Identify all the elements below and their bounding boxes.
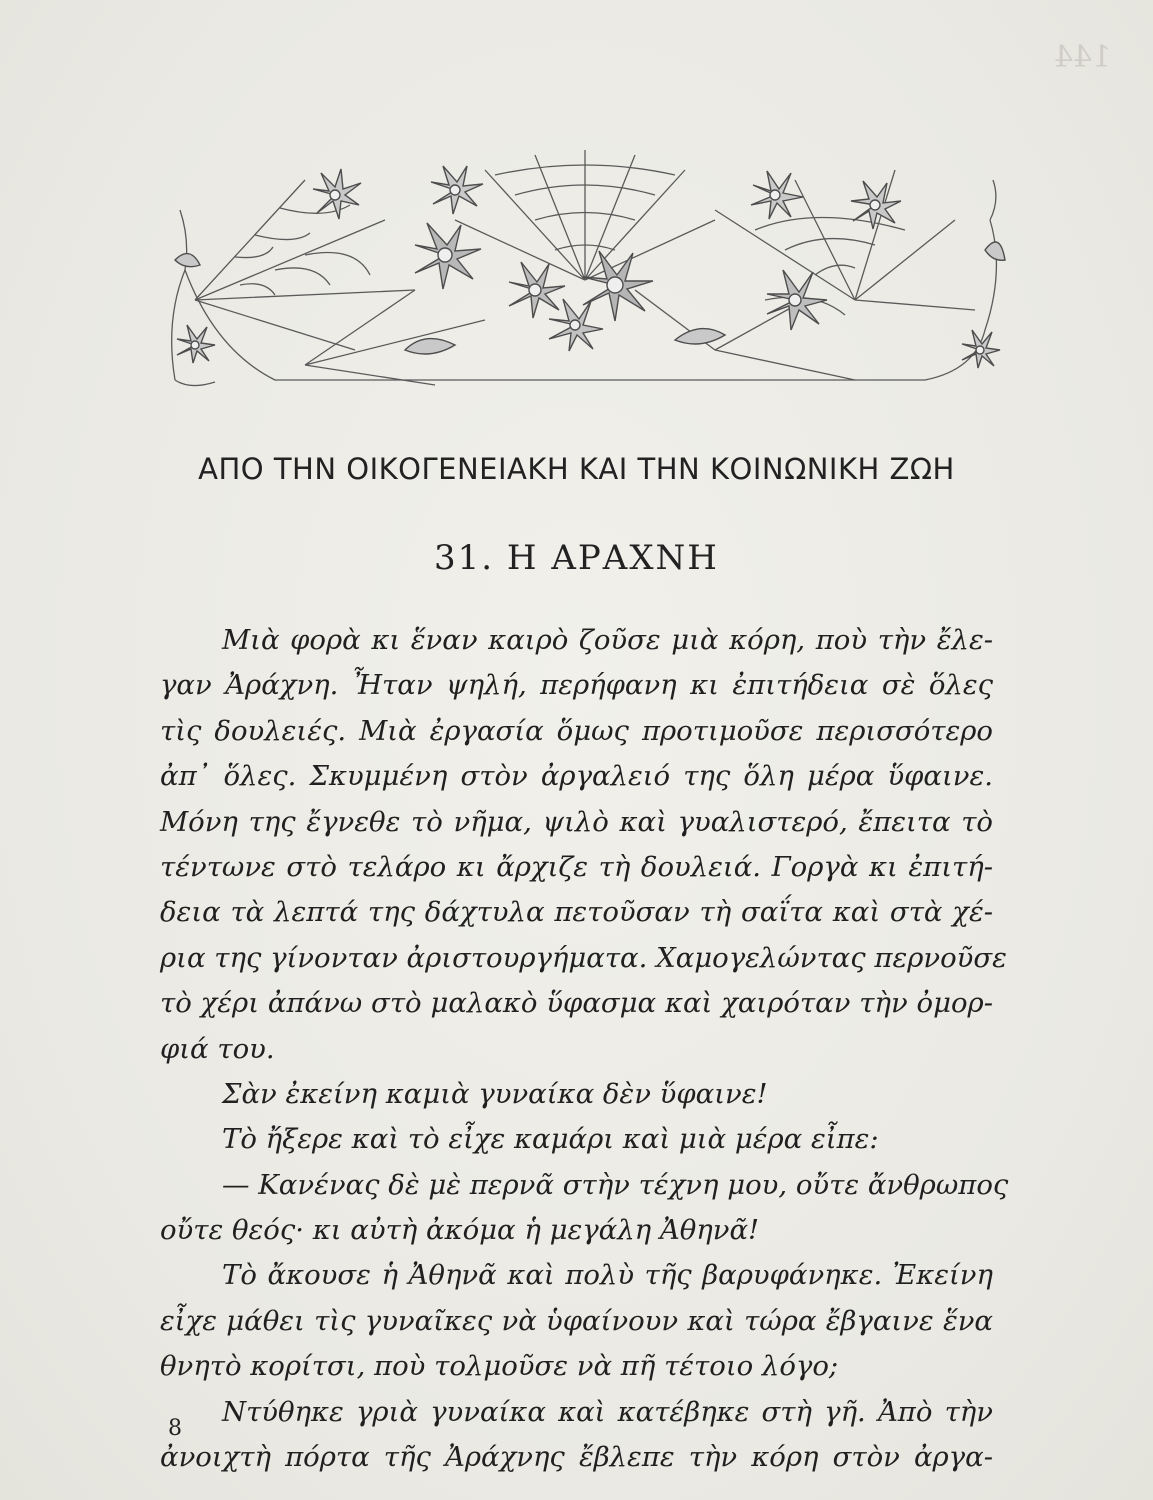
text-line: φιά του. bbox=[160, 1032, 275, 1065]
chapter-title: 31. Η ΑΡΑΧΝΗ bbox=[434, 538, 719, 578]
text-line: γαν Ἀράχνη. Ἦταν ψηλή, περήφανη κι ἐπιτήδεια σὲ ὅλες bbox=[160, 669, 993, 702]
text-line: Τὸ ἄκουσε ἡ Ἀθηνᾶ καὶ πολὺ τῆς βαρυφάνηκε. Ἐκείνη bbox=[222, 1259, 993, 1292]
text-line: ἀνοιχτὴ πόρτα τῆς Ἀράχνης ἔβλεπε τὴν κόρη στὸν ἀργα- bbox=[160, 1441, 993, 1474]
show-through-page-number: 144 bbox=[1053, 40, 1111, 75]
text-line: ρια της γίνονταν ἀριστουργήματα. Χαμογελώντας περνοῦσε bbox=[160, 941, 1007, 974]
text-line: εἶχε μάθει τὶς γυναῖκες νὰ ὑφαίνουν καὶ τώρα ἔβγαινε ἕνα bbox=[160, 1304, 993, 1337]
text-line: τὶς δουλειές. Μιὰ ἐργασία ὅμως προτιμοῦσε περισσότερο bbox=[160, 714, 993, 747]
section-heading: ΑΠΟ ΤΗΝ ΟΙΚΟΓΕΝΕΙΑΚΗ ΚΑΙ ΤΗΝ ΚΟΙΝΩΝΙΚΗ ΖΩΗ bbox=[198, 452, 955, 486]
text-line: οὔτε θεός· κι αὐτὴ ἀκόμα ἡ μεγάλη Ἀθηνᾶ! bbox=[160, 1214, 760, 1247]
text-line: θνητὸ κορίτσι, ποὺ τολμοῦσε νὰ πῆ τέτοιο λόγο; bbox=[160, 1350, 839, 1383]
text-line: Μόνη της ἔγνεθε τὸ νῆμα, ψιλὸ καὶ γυαλιστερό, ἔπειτα τὸ bbox=[160, 805, 993, 838]
page-number: 8 bbox=[168, 1416, 182, 1441]
text-line: Ντύθηκε γριὰ γυναίκα καὶ κατέβηκε στὴ γῆ. Ἀπὸ τὴν bbox=[222, 1395, 993, 1428]
spiderweb-flower-ornament bbox=[155, 150, 1015, 395]
text-line: — Κανένας δὲ μὲ περνᾶ στὴν τέχνη μου, οὔτε ἄνθρωπος bbox=[222, 1168, 1009, 1201]
text-line: Τὸ ἤξερε καὶ τὸ εἶχε καμάρι καὶ μιὰ μέρα εἶπε: bbox=[222, 1123, 879, 1156]
text-line: δεια τὰ λεπτά της δάχτυλα πετοῦσαν τὴ σαΐτα καὶ στὰ χέ- bbox=[160, 896, 993, 929]
text-line: Σὰν ἐκείνη καμιὰ γυναίκα δὲν ὕφαινε! bbox=[222, 1077, 768, 1110]
text-line: τὸ χέρι ἀπάνω στὸ μαλακὸ ὕφασμα καὶ χαιρόταν τὴν ὀμορ- bbox=[160, 987, 993, 1020]
text-line: ἀπ᾿ ὅλες. Σκυμμένη στὸν ἀργαλειό της ὅλη μέρα ὕφαινε. bbox=[160, 760, 993, 793]
text-line: Μιὰ φορὰ κι ἕναν καιρὸ ζοῦσε μιὰ κόρη, ποὺ τὴν ἔλε- bbox=[222, 624, 993, 656]
text-line: τέντωνε στὸ τελάρο κι ἄρχιζε τὴ δουλειά. Γοργὰ κι ἐπιτή- bbox=[160, 850, 993, 883]
story-text bbox=[160, 618, 1009, 1480]
